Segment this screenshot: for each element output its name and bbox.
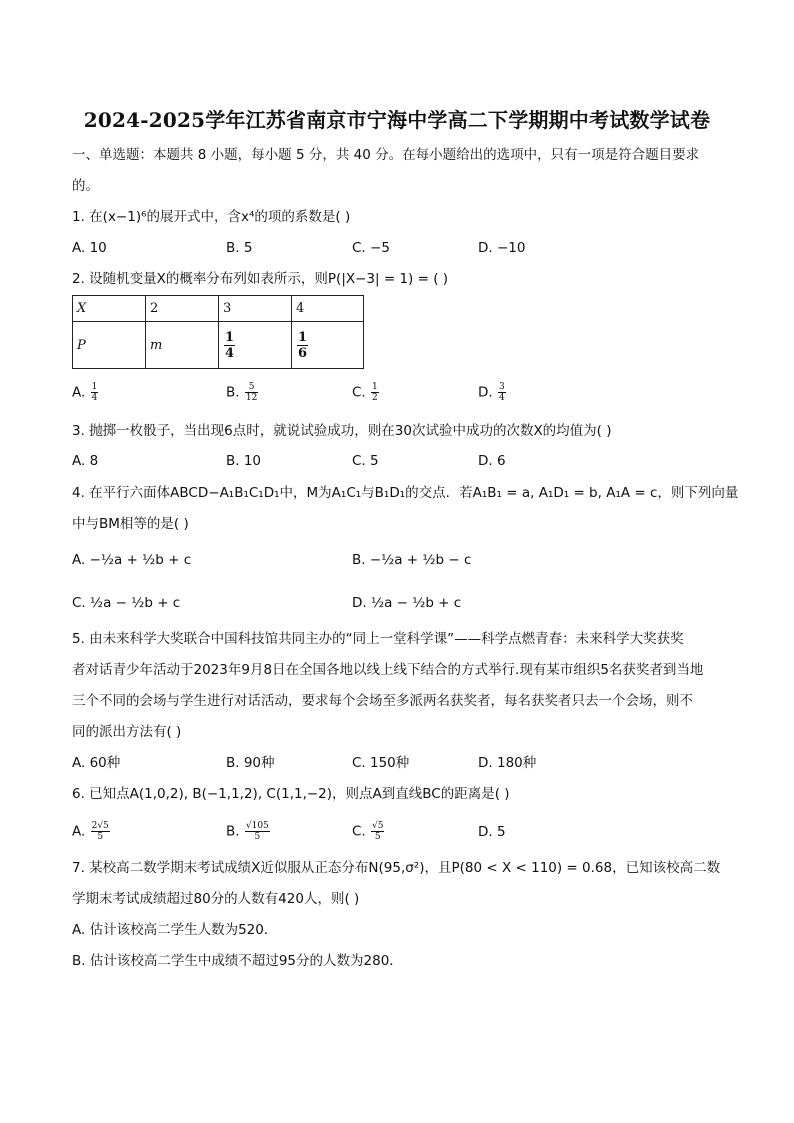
question-7-line1: 7. 某校高二数学期末考试成绩X近似服从正态分布N(95,σ²)，且P(80 < X < 110) = 0.68，已知该校高二数 <box>72 860 721 876</box>
section-heading-line1: 一、单选题：本题共 8 小题，每小题 5 分，共 40 分。在每小题给出的选项中，只有一项是符合题目要求 <box>72 147 700 163</box>
section-heading-line2: 的。 <box>72 178 99 194</box>
table-cell: 4 <box>292 296 364 322</box>
numerator: √5 <box>372 821 384 831</box>
fraction <box>91 382 99 403</box>
q7-option-a: A. 估计该校高二学生人数为520． <box>72 922 278 938</box>
table-cell: m <box>146 322 219 369</box>
q2-option-d <box>478 382 507 403</box>
q5-option-a: A. 60种 <box>72 755 121 771</box>
numerator: 1 <box>372 382 378 392</box>
q2-option-a <box>72 382 99 403</box>
option-label: D. <box>478 824 493 840</box>
q1-option-d: D. −10 <box>478 240 526 256</box>
numerator: 3 <box>498 382 505 392</box>
q1-option-b: B. 5 <box>226 240 253 256</box>
q5-option-b: B. 90种 <box>226 755 275 771</box>
option-value: 5 <box>496 824 506 840</box>
question-5-line3: 三个不同的会场与学生进行对话活动，要求每个会场至多派两名获奖者，每名获奖者只去一个会场，则不 <box>72 693 693 709</box>
q3-option-b: B. 10 <box>226 453 262 469</box>
q1-option-a: A. 10 <box>72 240 107 256</box>
table-cell <box>219 322 292 369</box>
q6-option-d <box>478 823 506 841</box>
fraction <box>371 821 384 842</box>
option-label: A. <box>72 823 86 840</box>
option-label: D. <box>478 384 493 401</box>
probability-table <box>72 295 364 369</box>
numerator: 5 <box>245 382 258 393</box>
option-label: B. <box>226 823 240 840</box>
fraction <box>245 382 258 403</box>
question-6-stem: 6. 已知点A(1,0,2), B(−1,1,2), C(1,1,−2)，则点A到直线BC的距离是( ) <box>72 786 510 802</box>
fraction <box>371 382 379 403</box>
table-cell: 3 <box>219 296 292 322</box>
q5-option-d: D. 180种 <box>478 755 537 771</box>
numerator: 1 <box>91 382 98 392</box>
numerator: 1 <box>225 329 235 345</box>
question-4-line1: 4. 在平行六面体ABCD−A₁B₁C₁D₁中，M为A₁C₁与B₁D₁的交点．若A₁B₁ = a, A₁D₁ = b, A₁A = c，则下列向量 <box>72 485 739 501</box>
denominator: 5 <box>254 832 261 842</box>
denominator: 5 <box>374 832 381 842</box>
denominator: 6 <box>298 345 308 361</box>
table-cell: P <box>73 322 146 369</box>
numerator: 1 <box>298 329 308 345</box>
numerator: 2√5 <box>91 821 109 831</box>
q5-option-c: C. 150种 <box>352 755 410 771</box>
denominator: 4 <box>225 345 235 361</box>
q2-option-c <box>352 382 380 403</box>
q6-option-b <box>226 821 271 842</box>
table-row <box>73 322 364 369</box>
question-7-line2: 学期末考试成绩超过80分的人数有420人，则( ) <box>72 891 360 907</box>
fraction <box>498 382 506 403</box>
question-5-line1: 5. 由未来科学大奖联合中国科技馆共同主办的“同上一堂科学课”——科学点燃青春：未来科学大奖获奖 <box>72 631 684 647</box>
q1-option-c: C. −5 <box>352 240 390 256</box>
q2-option-b <box>226 382 259 403</box>
denominator: 5 <box>97 832 104 842</box>
numerator: √105 <box>245 821 269 831</box>
q4-option-d: D. ½a − ½b + c <box>352 595 462 611</box>
q6-option-a <box>72 821 111 842</box>
denominator: 12 <box>245 393 258 403</box>
option-label: C. <box>352 384 366 401</box>
q3-option-c: C. 5 <box>352 453 379 469</box>
denominator: 4 <box>91 393 98 403</box>
option-label: A. <box>72 384 86 401</box>
denominator: 2 <box>372 393 378 403</box>
question-4-line2: 中与BM相等的是( ) <box>72 516 189 532</box>
table-cell: 2 <box>146 296 219 322</box>
fraction <box>245 821 270 842</box>
question-5-line2: 者对话青少年活动于2023年9月8日在全国各地以线上线下结合的方式举行.现有某市组织5名获奖者到当地 <box>72 662 704 678</box>
question-2-stem: 2. 设随机变量X的概率分布列如表所示，则P(|X−3| = 1) = ( ) <box>72 271 449 287</box>
option-label: C. <box>352 823 366 840</box>
question-5-line4: 同的派出方法有( ) <box>72 724 182 740</box>
option-label: B. <box>226 384 240 401</box>
page-title: 2024-2025学年江苏省南京市宁海中学高二下学期期中考试数学试卷 <box>83 108 711 132</box>
fraction <box>297 330 308 361</box>
denominator: 4 <box>498 393 505 403</box>
q3-option-a: A. 8 <box>72 453 99 469</box>
question-1-stem: 1. 在(x−1)⁶的展开式中，含x⁴的项的系数是( ) <box>72 209 351 225</box>
table-cell <box>292 322 364 369</box>
fraction <box>91 821 110 842</box>
q4-option-c: C. ½a − ½b + c <box>72 595 181 611</box>
table-row <box>73 296 364 322</box>
q6-option-c <box>352 821 385 842</box>
fraction <box>224 330 235 361</box>
question-3-stem: 3. 抛掷一枚骰子，当出现6点时，就说试验成功，则在30次试验中成功的次数X的均值为( ) <box>72 423 612 439</box>
q4-option-b: B. −½a + ½b − c <box>352 552 472 568</box>
q4-option-a: A. −½a + ½b + c <box>72 552 192 568</box>
table-cell: X <box>73 296 146 322</box>
q7-option-b: B. 估计该校高二学生中成绩不超过95分的人数为280． <box>72 953 403 969</box>
q3-option-d: D. 6 <box>478 453 506 469</box>
